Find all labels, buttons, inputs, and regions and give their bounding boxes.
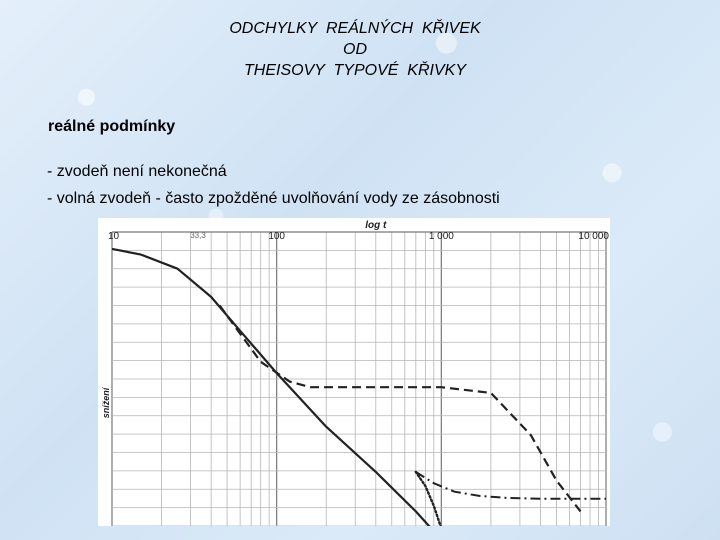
title-line-2: OD (343, 41, 367, 58)
y-axis-label: snížení (101, 387, 111, 419)
series-line-dashed (220, 305, 581, 511)
x-tick-label: 1 000 (428, 231, 454, 242)
x-tick-label: 100 (268, 231, 286, 242)
bullet-item: - volná zvodeň - často zpožděné uvolňování vody ze zásobnosti (47, 190, 500, 207)
slide-title (0, 18, 710, 81)
x-tick-label: 10 (108, 231, 120, 242)
x-tick-label: 10 000 (578, 231, 609, 242)
title-line-3: THEISOVY TYPOVÉ KŘIVKY (244, 62, 466, 79)
series-line-dashdot (416, 472, 606, 499)
chart-svg (98, 218, 610, 526)
x-tick-label: 33,3 (190, 231, 206, 240)
title-line-1: ODCHYLKY REÁLNÝCH KŘIVEK (229, 20, 481, 37)
subheading: reálné podmínky (48, 118, 176, 135)
bullet-list (47, 158, 500, 212)
x-axis-label: log t (365, 220, 387, 231)
bullet-item: - zvodeň není nekonečná (47, 163, 227, 180)
drawdown-chart (98, 218, 610, 526)
